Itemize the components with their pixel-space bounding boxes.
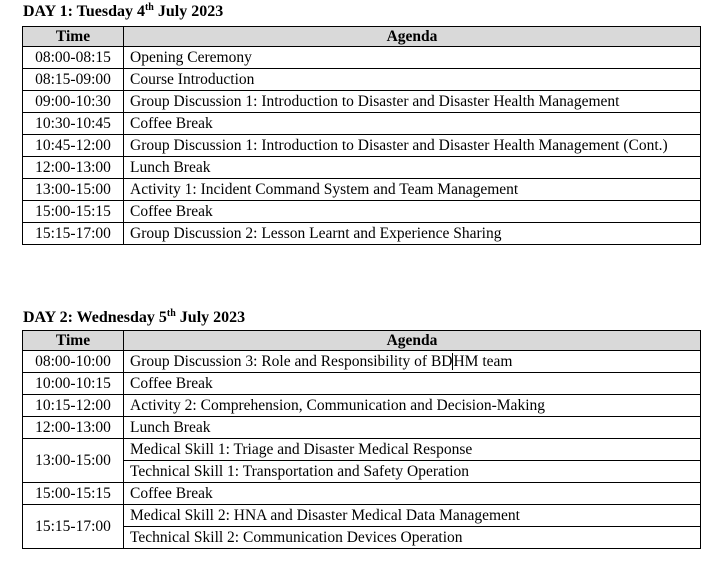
time-cell: 10:15-12:00: [23, 395, 124, 417]
activity-cell: Activity 1: Incident Command System and Team Management: [124, 179, 701, 201]
table-header-row: [23, 27, 701, 47]
time-cell: 15:00-15:15: [23, 201, 124, 223]
table-row: [23, 505, 701, 527]
time-cell: 15:15-17:00: [23, 223, 124, 245]
activity-cell: Coffee Break: [124, 483, 701, 505]
activity-cell: Group Discussion 1: Introduction to Disaster and Disaster Health Management (Cont.): [124, 135, 701, 157]
agenda-column-header: Agenda: [124, 27, 701, 47]
day2-agenda-table: [22, 330, 701, 549]
table-row: [23, 461, 701, 483]
activity-cell: Coffee Break: [124, 113, 701, 135]
agenda-column-header: Agenda: [124, 331, 701, 351]
activity-cell: Technical Skill 2: Communication Devices Operation: [124, 527, 701, 549]
time-cell: 10:00-10:15: [23, 373, 124, 395]
time-cell: 13:00-15:00: [23, 179, 124, 201]
activity-cell: Group Discussion 2: Lesson Learnt and Experience Sharing: [124, 223, 701, 245]
time-column-header: Time: [23, 331, 124, 351]
time-cell: 08:00-10:00: [23, 351, 124, 373]
time-cell: 15:15-17:00: [23, 505, 124, 549]
activity-cell: Medical Skill 2: HNA and Disaster Medical Data Management: [124, 505, 701, 527]
table-row: [23, 201, 701, 223]
day2-heading: DAY 2: Wednesday 5th July 2023: [23, 308, 246, 326]
activity-cell: Opening Ceremony: [124, 47, 701, 69]
activity-cell: Coffee Break: [124, 201, 701, 223]
time-cell: 09:00-10:30: [23, 91, 124, 113]
table-row: [23, 483, 701, 505]
time-column-header: Time: [23, 27, 124, 47]
table-row: [23, 417, 701, 439]
activity-cell: Technical Skill 1: Transportation and Safety Operation: [124, 461, 701, 483]
activity-cell: Coffee Break: [124, 373, 701, 395]
table-row: [23, 527, 701, 549]
activity-cell: Activity 2: Comprehension, Communication and Decision-Making: [124, 395, 701, 417]
activity-cell: Group Discussion 3: Role and Responsibility of BDHM team: [124, 351, 701, 373]
time-cell: 10:45-12:00: [23, 135, 124, 157]
table-row: [23, 373, 701, 395]
table-row: [23, 91, 701, 113]
time-cell: 15:00-15:15: [23, 483, 124, 505]
day1-heading: DAY 1: Tuesday 4th July 2023: [23, 2, 224, 20]
table-row: [23, 47, 701, 69]
activity-cell: Medical Skill 1: Triage and Disaster Medical Response: [124, 439, 701, 461]
activity-cell: Group Discussion 1: Introduction to Disaster and Disaster Health Management: [124, 91, 701, 113]
time-cell: 10:30-10:45: [23, 113, 124, 135]
time-cell: 12:00-13:00: [23, 417, 124, 439]
activity-cell: Lunch Break: [124, 157, 701, 179]
table-header-row: [23, 331, 701, 351]
time-cell: 08:00-08:15: [23, 47, 124, 69]
time-cell: 13:00-15:00: [23, 439, 124, 483]
table-row: [23, 157, 701, 179]
activity-cell: Lunch Break: [124, 417, 701, 439]
activity-cell: Course Introduction: [124, 69, 701, 91]
table-row: [23, 395, 701, 417]
table-row: [23, 113, 701, 135]
time-cell: 12:00-13:00: [23, 157, 124, 179]
table-row: [23, 69, 701, 91]
day1-agenda-table: [22, 26, 701, 245]
table-row: [23, 223, 701, 245]
time-cell: 08:15-09:00: [23, 69, 124, 91]
table-row: [23, 135, 701, 157]
table-row: [23, 351, 701, 373]
table-row: [23, 439, 701, 461]
table-row: [23, 179, 701, 201]
